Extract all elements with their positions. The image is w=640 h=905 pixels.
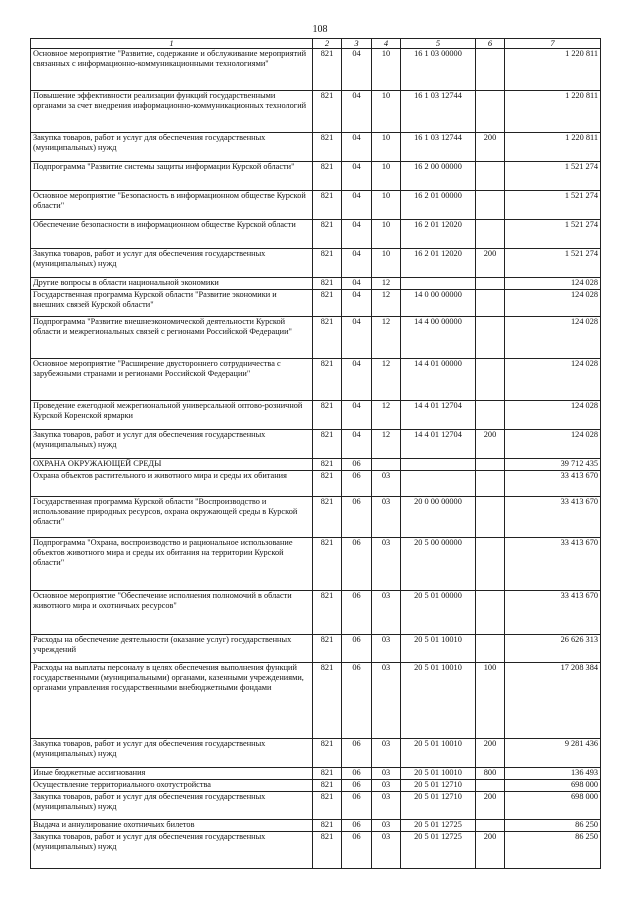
row-amount: 124 028 <box>505 317 601 359</box>
row-code-4: 10 <box>372 49 401 91</box>
row-code-4 <box>372 459 401 471</box>
table-row <box>31 91 601 133</box>
table-row <box>31 471 601 497</box>
row-code-4: 03 <box>372 768 401 780</box>
row-amount: 124 028 <box>505 290 601 317</box>
row-code-2: 821 <box>313 162 342 191</box>
row-code-2: 821 <box>313 471 342 497</box>
row-code-3: 04 <box>342 278 372 290</box>
row-amount: 124 028 <box>505 401 601 430</box>
table-row <box>31 249 601 278</box>
row-code-2: 821 <box>313 220 342 249</box>
row-code-2: 821 <box>313 538 342 591</box>
row-amount: 124 028 <box>505 278 601 290</box>
row-code-3: 06 <box>342 635 372 663</box>
row-code-3: 06 <box>342 832 372 869</box>
row-name: Охрана объектов растительного и животного мира и среды их обитания <box>31 471 313 497</box>
row-code-4: 12 <box>372 359 401 401</box>
row-amount: 1 220 811 <box>505 91 601 133</box>
row-code-4: 10 <box>372 133 401 162</box>
row-code-4: 10 <box>372 162 401 191</box>
table-row <box>31 162 601 191</box>
row-code-2: 821 <box>313 792 342 820</box>
header-cell-1: 1 <box>31 39 313 49</box>
row-code-6 <box>476 49 505 91</box>
row-name: Государственная программа Курской области "Воспроизводство и использование природных ресурсов, охрана окружающей среды в Курской области" <box>31 497 313 538</box>
row-code-2: 821 <box>313 317 342 359</box>
row-code-4: 03 <box>372 739 401 768</box>
row-amount: 33 413 670 <box>505 538 601 591</box>
row-code-5: 20 5 01 00000 <box>401 591 476 635</box>
row-code-6: 200 <box>476 430 505 459</box>
row-code-4: 12 <box>372 401 401 430</box>
row-code-4: 03 <box>372 792 401 820</box>
header-cell-7: 7 <box>505 39 601 49</box>
row-code-5: 20 5 01 10010 <box>401 663 476 739</box>
row-code-2: 821 <box>313 91 342 133</box>
row-amount: 698 000 <box>505 780 601 792</box>
row-code-5: 16 2 00 00000 <box>401 162 476 191</box>
table-row <box>31 278 601 290</box>
row-code-3: 04 <box>342 162 372 191</box>
row-code-2: 821 <box>313 591 342 635</box>
row-code-5 <box>401 471 476 497</box>
row-name: Обеспечение безопасности в информационном обществе Курской области <box>31 220 313 249</box>
row-code-3: 04 <box>342 91 372 133</box>
table-row <box>31 780 601 792</box>
row-code-5: 20 5 01 12710 <box>401 792 476 820</box>
row-amount: 9 281 436 <box>505 739 601 768</box>
row-code-3: 04 <box>342 249 372 278</box>
row-name: Выдача и аннулирование охотничьих билетов <box>31 820 313 832</box>
row-code-2: 821 <box>313 278 342 290</box>
row-code-5: 16 2 01 00000 <box>401 191 476 220</box>
row-code-3: 04 <box>342 49 372 91</box>
table-row <box>31 820 601 832</box>
row-code-6: 200 <box>476 832 505 869</box>
row-code-6: 800 <box>476 768 505 780</box>
row-amount: 124 028 <box>505 359 601 401</box>
row-name: Осуществление территориального охотустройства <box>31 780 313 792</box>
row-code-5: 14 4 00 00000 <box>401 317 476 359</box>
row-amount: 17 208 384 <box>505 663 601 739</box>
row-amount: 698 000 <box>505 792 601 820</box>
row-name: Закупка товаров, работ и услуг для обеспечения государственных (муниципальных) нужд <box>31 430 313 459</box>
row-name: Проведение ежегодной межрегиональной универсальной оптово-розничной Курской Коренской ярмарки <box>31 401 313 430</box>
row-code-3: 04 <box>342 317 372 359</box>
row-code-5: 20 5 01 10010 <box>401 739 476 768</box>
row-amount: 26 626 313 <box>505 635 601 663</box>
row-code-6 <box>476 820 505 832</box>
row-code-3: 04 <box>342 290 372 317</box>
table-row <box>31 591 601 635</box>
row-code-6 <box>476 359 505 401</box>
row-amount: 33 413 670 <box>505 471 601 497</box>
row-code-2: 821 <box>313 249 342 278</box>
row-name: Повышение эффективности реализации функций государственными органами за счет внедрения информационно-коммуникационных технологий <box>31 91 313 133</box>
row-code-3: 06 <box>342 739 372 768</box>
row-code-6 <box>476 635 505 663</box>
table-row <box>31 635 601 663</box>
row-code-3: 06 <box>342 768 372 780</box>
row-name: Расходы на выплаты персоналу в целях обеспечения выполнения функций государственными (муниципальными) органами, казенными учреждениями, органами управления государственными внебюджетными фондами <box>31 663 313 739</box>
row-name: Основное мероприятие "Расширение двустороннего сотрудничества с зарубежными странами и регионами Российской Федерации" <box>31 359 313 401</box>
row-amount: 1 521 274 <box>505 249 601 278</box>
row-code-5: 16 2 01 12020 <box>401 249 476 278</box>
header-cell-5: 5 <box>401 39 476 49</box>
row-code-4: 10 <box>372 91 401 133</box>
row-code-6 <box>476 471 505 497</box>
row-code-5: 20 0 00 00000 <box>401 497 476 538</box>
row-amount: 33 413 670 <box>505 591 601 635</box>
row-code-4: 10 <box>372 249 401 278</box>
row-code-4: 03 <box>372 780 401 792</box>
row-code-3: 04 <box>342 401 372 430</box>
row-code-2: 821 <box>313 290 342 317</box>
budget-table <box>30 38 601 869</box>
row-code-2: 821 <box>313 635 342 663</box>
row-code-2: 821 <box>313 430 342 459</box>
row-code-6: 200 <box>476 133 505 162</box>
row-code-6 <box>476 91 505 133</box>
row-code-4: 10 <box>372 220 401 249</box>
row-code-2: 821 <box>313 820 342 832</box>
header-cell-3: 3 <box>342 39 372 49</box>
row-code-4: 03 <box>372 663 401 739</box>
row-code-3: 06 <box>342 459 372 471</box>
page-number: 108 <box>312 24 328 35</box>
row-code-2: 821 <box>313 780 342 792</box>
row-name: Закупка товаров, работ и услуг для обеспечения государственных (муниципальных) нужд <box>31 249 313 278</box>
row-amount: 1 220 811 <box>505 133 601 162</box>
row-code-5: 16 1 03 12744 <box>401 133 476 162</box>
row-code-5: 20 5 00 00000 <box>401 538 476 591</box>
table-row <box>31 497 601 538</box>
row-code-5: 14 4 01 12704 <box>401 430 476 459</box>
row-code-6 <box>476 162 505 191</box>
row-code-3: 04 <box>342 133 372 162</box>
row-code-2: 821 <box>313 768 342 780</box>
row-code-4: 03 <box>372 820 401 832</box>
row-amount: 1 220 811 <box>505 49 601 91</box>
row-code-3: 04 <box>342 191 372 220</box>
row-code-4: 12 <box>372 278 401 290</box>
row-code-4: 03 <box>372 538 401 591</box>
row-code-2: 821 <box>313 49 342 91</box>
row-code-2: 821 <box>313 739 342 768</box>
row-amount: 1 521 274 <box>505 191 601 220</box>
row-name: Расходы на обеспечение деятельности (оказание услуг) государственных учреждений <box>31 635 313 663</box>
row-code-6 <box>476 401 505 430</box>
row-code-6 <box>476 220 505 249</box>
row-code-6 <box>476 459 505 471</box>
row-code-6 <box>476 290 505 317</box>
table-row <box>31 739 601 768</box>
row-amount: 1 521 274 <box>505 220 601 249</box>
row-code-6 <box>476 497 505 538</box>
row-amount: 124 028 <box>505 430 601 459</box>
row-name: Подпрограмма "Охрана, воспроизводство и рациональное использование объектов животного мира и среды их обитания на территории Курской области" <box>31 538 313 591</box>
row-name: ОХРАНА ОКРУЖАЮЩЕЙ СРЕДЫ <box>31 459 313 471</box>
row-code-4: 03 <box>372 471 401 497</box>
row-code-5: 20 5 01 12725 <box>401 820 476 832</box>
row-name: Подпрограмма "Развитие внешнеэкономической деятельности Курской области и межрегиональных связей с регионами Российской Федерации" <box>31 317 313 359</box>
row-code-5: 14 0 00 00000 <box>401 290 476 317</box>
row-code-3: 04 <box>342 220 372 249</box>
row-code-3: 06 <box>342 792 372 820</box>
table-row <box>31 49 601 91</box>
row-code-3: 04 <box>342 359 372 401</box>
row-code-6: 200 <box>476 739 505 768</box>
row-code-2: 821 <box>313 359 342 401</box>
row-code-5: 20 5 01 10010 <box>401 635 476 663</box>
table-row <box>31 359 601 401</box>
header-cell-4: 4 <box>372 39 401 49</box>
row-name: Закупка товаров, работ и услуг для обеспечения государственных (муниципальных) нужд <box>31 739 313 768</box>
row-code-6 <box>476 191 505 220</box>
row-name: Основное мероприятие "Обеспечение исполнения полномочий в области животного мира и охотничьих ресурсов" <box>31 591 313 635</box>
row-name: Иные бюджетные ассигнования <box>31 768 313 780</box>
table-row <box>31 317 601 359</box>
row-code-4: 12 <box>372 290 401 317</box>
row-amount: 1 521 274 <box>505 162 601 191</box>
row-name: Основное мероприятие "Безопасность в информационном обществе Курской области" <box>31 191 313 220</box>
table-row <box>31 191 601 220</box>
row-amount: 39 712 435 <box>505 459 601 471</box>
row-name: Другие вопросы в области национальной экономики <box>31 278 313 290</box>
row-code-3: 06 <box>342 820 372 832</box>
table-row <box>31 663 601 739</box>
row-code-2: 821 <box>313 497 342 538</box>
row-code-3: 06 <box>342 538 372 591</box>
row-code-4: 03 <box>372 832 401 869</box>
row-code-4: 03 <box>372 497 401 538</box>
row-code-2: 821 <box>313 832 342 869</box>
table-row <box>31 133 601 162</box>
row-code-6: 100 <box>476 663 505 739</box>
row-code-5: 20 5 01 10010 <box>401 768 476 780</box>
row-name: Закупка товаров, работ и услуг для обеспечения государственных (муниципальных) нужд <box>31 832 313 869</box>
row-code-2: 821 <box>313 663 342 739</box>
row-code-2: 821 <box>313 459 342 471</box>
header-cell-6: 6 <box>476 39 505 49</box>
row-code-6 <box>476 278 505 290</box>
table-row <box>31 220 601 249</box>
row-code-6 <box>476 591 505 635</box>
row-code-2: 821 <box>313 401 342 430</box>
row-name: Основное мероприятие "Развитие, содержание и обслуживание мероприятий связанных с информационно-коммуникационными технологиями" <box>31 49 313 91</box>
row-code-6: 200 <box>476 792 505 820</box>
row-code-5: 20 5 01 12725 <box>401 832 476 869</box>
row-name: Подпрограмма "Развитие системы защиты информации Курской области" <box>31 162 313 191</box>
row-code-6 <box>476 538 505 591</box>
table-row <box>31 401 601 430</box>
table-row <box>31 832 601 869</box>
row-code-6 <box>476 317 505 359</box>
row-code-5 <box>401 278 476 290</box>
row-code-4: 12 <box>372 317 401 359</box>
row-code-4: 03 <box>372 635 401 663</box>
row-code-3: 06 <box>342 663 372 739</box>
row-code-5: 16 1 03 12744 <box>401 91 476 133</box>
row-code-2: 821 <box>313 191 342 220</box>
row-code-3: 06 <box>342 591 372 635</box>
row-code-5: 16 1 03 00000 <box>401 49 476 91</box>
row-code-5 <box>401 459 476 471</box>
row-amount: 136 493 <box>505 768 601 780</box>
table-row <box>31 290 601 317</box>
table-row <box>31 792 601 820</box>
header-row <box>31 39 601 49</box>
row-code-6 <box>476 780 505 792</box>
header-cell-2: 2 <box>313 39 342 49</box>
table-row <box>31 430 601 459</box>
row-code-5: 20 5 01 12710 <box>401 780 476 792</box>
row-code-5: 16 2 01 12020 <box>401 220 476 249</box>
table-row <box>31 768 601 780</box>
row-code-5: 14 4 01 12704 <box>401 401 476 430</box>
row-code-4: 12 <box>372 430 401 459</box>
row-code-3: 04 <box>342 430 372 459</box>
row-amount: 86 250 <box>505 820 601 832</box>
table-row <box>31 538 601 591</box>
row-name: Закупка товаров, работ и услуг для обеспечения государственных (муниципальных) нужд <box>31 133 313 162</box>
row-code-3: 06 <box>342 497 372 538</box>
row-name: Закупка товаров, работ и услуг для обеспечения государственных (муниципальных) нужд <box>31 792 313 820</box>
row-code-5: 14 4 01 00000 <box>401 359 476 401</box>
row-name: Государственная программа Курской области "Развитие экономики и внешних связей Курской области" <box>31 290 313 317</box>
table-row <box>31 459 601 471</box>
row-code-4: 10 <box>372 191 401 220</box>
row-amount: 86 250 <box>505 832 601 869</box>
row-code-3: 06 <box>342 780 372 792</box>
row-code-2: 821 <box>313 133 342 162</box>
row-amount: 33 413 670 <box>505 497 601 538</box>
row-code-6: 200 <box>476 249 505 278</box>
row-code-3: 06 <box>342 471 372 497</box>
row-code-4: 03 <box>372 591 401 635</box>
